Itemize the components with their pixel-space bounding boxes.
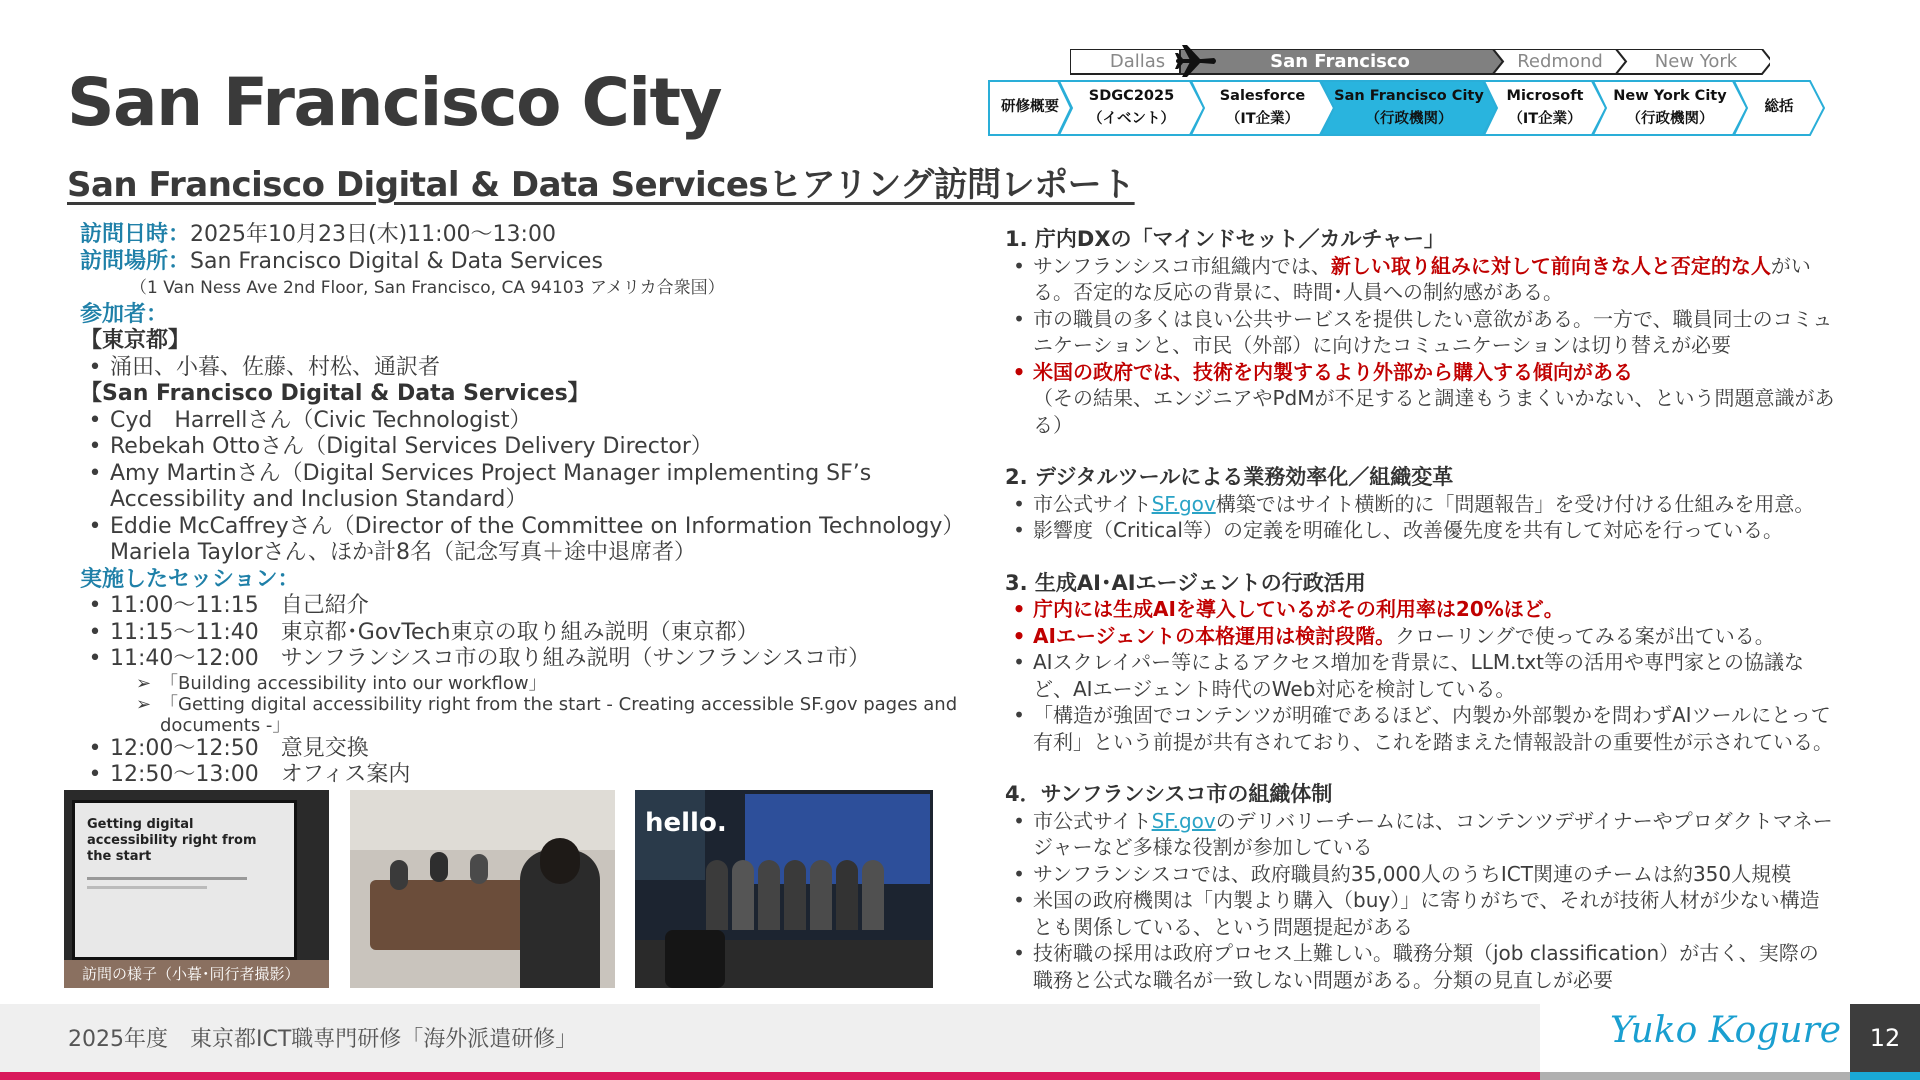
place-label: 訪問場所：	[80, 248, 191, 274]
footer-accent-red	[0, 1072, 1540, 1080]
route-city-sanfrancisco: San Francisco	[1270, 51, 1410, 72]
list-item: • 11:15～11:40 東京都･GovTech東京の取り組み説明（東京都）	[88, 619, 759, 645]
stage-label: 総括	[1764, 99, 1794, 116]
photo-caption: 訪問の様子（小暮･同行者撮影）	[82, 965, 300, 983]
stage-sublabel: （行政機関）	[1365, 111, 1453, 127]
list-item: • 「構造が強固でコンテンツが明確であるほど、内製か外部製かを問わずAIツールにとって有利」という前提が共有されており、これを踏まえた情報設計の重要性が示されている。	[1013, 703, 1833, 754]
findings	[1005, 226, 1835, 993]
note-text: （その結果、エンジニアやPdMが不足すると調達もうまくいかない、という問題意識がある）	[1033, 386, 1835, 437]
sessions-label: 実施したセッション：	[80, 566, 300, 592]
date-label: 訪問日時：	[80, 222, 191, 247]
list-item: • 技術職の採用は政府プロセス上難しい。職務分類（job classification）が古く、実際の職務と公式な職名が一致しない問題がある。分類の見直しが必要	[1013, 941, 1819, 992]
photo-group	[635, 790, 933, 988]
list-item: • 11:40～12:00 サンフランシスコ市の取り組み説明（サンフランシスコ市）	[88, 646, 871, 671]
stage-microsoft[interactable]	[1483, 80, 1607, 136]
list-item: • AIエージェントの本格運用は検討段階。クローリングで使ってみる案が出ている。	[1012, 623, 1775, 648]
airplane-icon	[1174, 43, 1218, 79]
sub-list-item: ➢ 「Getting digital accessibility right from the start - Creating accessible SF.gov pages and documents -」	[136, 693, 958, 736]
sf-heading: 【San Francisco Digital & Data Services】	[80, 381, 590, 406]
sub-list-item: ➢ 「Building accessibility into our workflow」	[136, 672, 547, 694]
list-item: • 12:50～13:00 オフィス案内	[88, 762, 411, 787]
page-number: 12	[1850, 1004, 1920, 1072]
footer-accent-gray	[1540, 1072, 1850, 1080]
stage-sanfrancisco-current[interactable]	[1320, 80, 1498, 136]
photo-presentation	[64, 790, 329, 988]
stage-newyork[interactable]	[1592, 80, 1748, 136]
route-city-newyork: New York	[1654, 51, 1738, 72]
stage-salesforce[interactable]	[1190, 80, 1335, 136]
list-item: • 市公式サイトSF.gov構築ではサイト横断的に「問題報告」を受け付ける仕組みを用意。	[1013, 491, 1815, 516]
footer-text: 2025年度 東京都ICT職専門研修「海外派遣研修」	[68, 1027, 578, 1052]
route-city-dallas: Dallas	[1109, 51, 1166, 72]
stage-summary[interactable]	[1733, 80, 1825, 136]
list-item: • Rebekah Ottoさん（Digital Services Delivery Director）	[88, 434, 713, 459]
stage-sdgc[interactable]	[1058, 80, 1205, 136]
stage-label: San Francisco City	[1334, 87, 1484, 104]
list-item: • 11:00～11:15 自己紹介	[88, 593, 369, 618]
list-item: • 12:00～12:50 意見交換	[88, 735, 369, 761]
stage-sublabel: （IT企業）	[1225, 111, 1300, 127]
footer-accent-blue	[1850, 1072, 1920, 1080]
visit-details	[80, 222, 960, 789]
list-item: • 市公式サイトSF.govのデリバリーチームには、コンテンツデザイナーやプロダクトマネージャーなど多様な役割が参加している	[1013, 808, 1833, 859]
stage-label: Salesforce	[1219, 87, 1306, 104]
stage-label: Microsoft	[1506, 87, 1584, 104]
address: （1 Van Ness Ave 2nd Floor, San Francisco, CA 94103 アメリカ合衆国）	[130, 278, 725, 298]
list-item: • 市の職員の多くは良い公共サービスを提供したい意欲がある。一方で、職員同士のコミュニケーションと、市民（外部）に向けたコミュニケーションは切り替えが必要	[1013, 306, 1833, 357]
list-item: • Cyd Harrellさん（Civic Technologist）	[88, 407, 532, 433]
photo-slide-text: Getting digital accessibility right from the start	[87, 817, 257, 864]
sfgov-link[interactable]: SF.gov	[1151, 808, 1216, 833]
list-item: • 庁内には生成AIを導入しているがその利用率は20%ほど。	[1012, 597, 1564, 621]
list-item: • サンフランシスコでは、政府職員約35,000人のうちICT関連のチームは約350人規模	[1013, 861, 1792, 886]
list-item: • サンフランシスコ市組織内では、新しい取り組みに対して前向きな人と否定的な人がいる。否定的な反応の背景に、時間･人員への制約感がある。	[1013, 253, 1811, 304]
photo-screen-text: hello.	[645, 808, 727, 838]
sfgov-link[interactable]: SF.gov	[1151, 491, 1216, 516]
route-city-redmond: Redmond	[1517, 51, 1603, 72]
section-title: 4．サンフランシスコ市の組織体制	[1005, 782, 1333, 806]
list-item: • AIスクレイパー等によるアクセス増加を背景に、LLM.txt等の活用や専門家との協議など、AIエージェント時代のWeb対応を検討している。	[1013, 650, 1804, 701]
stage-sublabel: （IT企業）	[1508, 111, 1582, 127]
list-item: • Amy Martinさん（Digital Services Project Manager implementing SF’s Accessibility and Inclusion Standard）	[88, 460, 872, 512]
signature-logo: Yuko Kogure	[1610, 1010, 1842, 1051]
list-item: • Eddie McCaffreyさん（Director of the Committee on Information Technology）Mariela Taylorさん、ほか計8名（記念写真＋途中退席者）	[88, 513, 954, 565]
page-subtitle: San Francisco Digital & Data Servicesヒアリング訪問レポート	[67, 165, 1135, 205]
list-item: • 涌田、小暮、佐藤、村松、通訳者	[88, 354, 441, 380]
list-item: • 影響度（Critical等）の定義を明確化し、改善優先度を共有して対応を行っている。	[1013, 518, 1783, 542]
page-title: San Francisco City	[67, 64, 722, 141]
place-value: San Francisco Digital & Data Services	[190, 248, 603, 274]
section-title: 2. デジタルツールによる業務効率化／組織変革	[1005, 465, 1454, 489]
participants-label: 参加者：	[80, 301, 169, 327]
tokyo-heading: 【東京都】	[80, 328, 191, 353]
stage-label: New York City	[1613, 87, 1727, 104]
list-item: • 米国の政府機関は「内製より購入（buy）」に寄りがちで、それが技術人材が少ない構造とも関係している、という問題提起がある	[1013, 888, 1820, 939]
section-title: 1. 庁内DXの「マインドセット／カルチャー」	[1005, 227, 1445, 251]
stage-sublabel: （イベント）	[1088, 111, 1175, 127]
date-value: 2025年10月23日(木)11:00～13:00	[190, 222, 556, 247]
stage-label: SDGC2025	[1088, 87, 1175, 104]
stage-sublabel: （行政機関）	[1626, 111, 1714, 127]
stage-label: 研修概要	[1001, 99, 1059, 116]
section-title: 3. 生成AI･AIエージェントの行政活用	[1005, 570, 1366, 595]
photo-meeting	[350, 790, 615, 988]
list-item: • 米国の政府では、技術を内製するより外部から購入する傾向がある	[1012, 359, 1633, 384]
